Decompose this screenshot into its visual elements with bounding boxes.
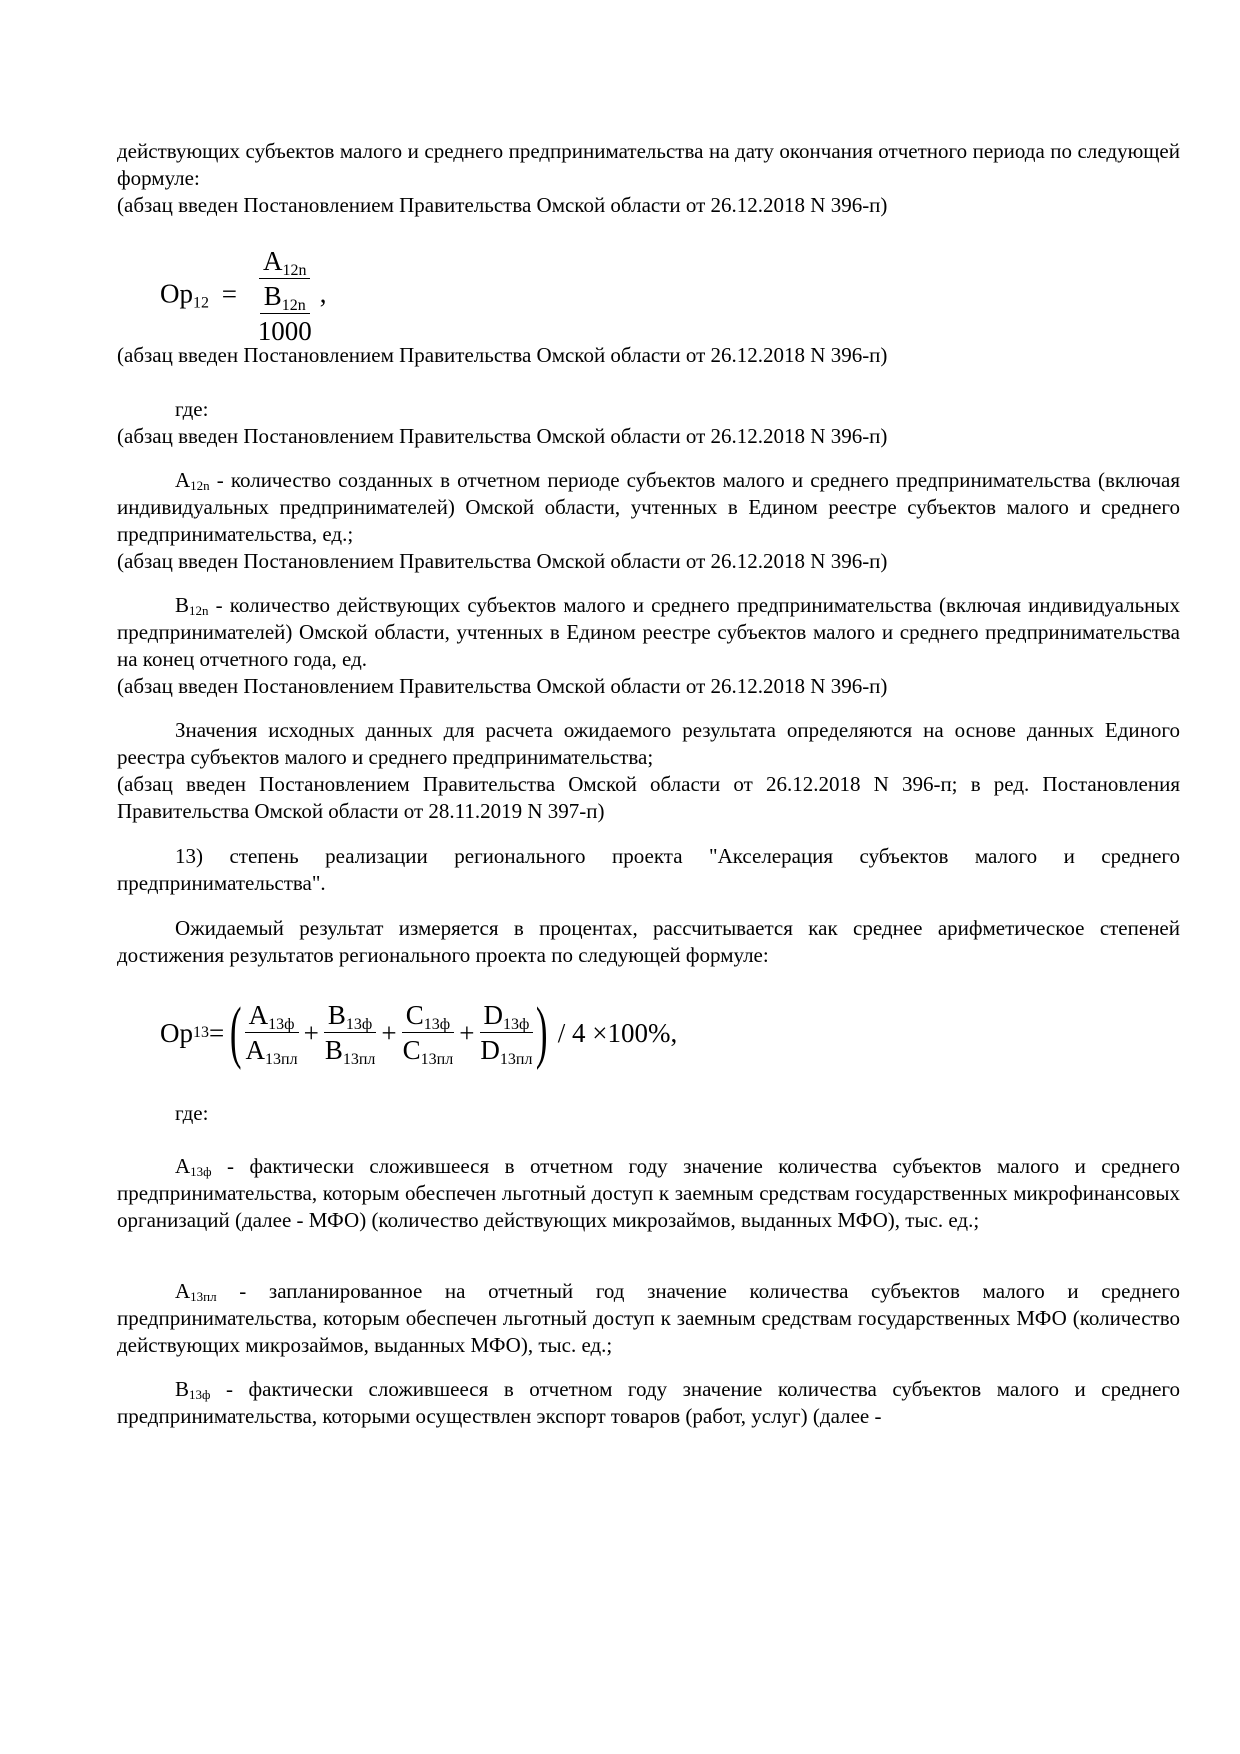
- formula-lhs: Op: [160, 1017, 193, 1048]
- source-note: (абзац введен Постановлением Правительства Омской области от 26.12.2018 N 396-п): [117, 343, 888, 367]
- definition-b13f: $B_{13ф}$ - фактически сложившееся в отчетном году значение количества субъектов малого и среднего предпринимательства, которыми осуществлен экспорт товаров (работ, услуг) (далее -: [117, 1377, 1180, 1428]
- formula-comma: ,: [319, 278, 327, 309]
- left-paren: (: [230, 994, 242, 1071]
- paragraph-expected: Ожидаемый результат измеряется в процентах, рассчитывается как среднее арифметическое степеней достижения результатов регионального проекта по следующей формуле:: [117, 916, 1180, 967]
- fraction-denominator: $A_{13пл}$: [245, 1035, 298, 1068]
- fraction-numerator: $D_{13ф}$: [480, 1002, 534, 1033]
- fraction-term: [399, 1000, 458, 1068]
- right-paren: ): [536, 994, 548, 1071]
- fraction-term: [476, 1000, 536, 1068]
- fraction-denominator: $\frac{B_{12n}}{1000}$: [257, 281, 312, 346]
- fraction-numerator: $B_{13ф}$: [324, 1002, 376, 1033]
- source-note: (абзац введен Постановлением Правительства Омской области от 26.12.2018 N 396-п): [117, 549, 888, 573]
- fraction-term: [321, 1000, 380, 1068]
- formula-op12: [160, 248, 326, 345]
- where-label: где:: [175, 397, 209, 421]
- source-note: (абзац введен Постановлением Правительства Омской области от 26.12.2018 N 396-п): [117, 674, 888, 698]
- equals-sign: =: [209, 1017, 225, 1048]
- formula-op13: Op 13 = ( $\frac{A_{13ф}}{A_{13пл}}$ + $\frac{B_{13ф}}{B_{13пл}}$ + $\frac{C_{13ф}}{C_{13пл}}$ + $\frac{D_{13ф}}{D_{13пл}}$ ) / 4 ×100%,: [160, 994, 678, 1071]
- formula-lhs: Op: [160, 278, 193, 309]
- fraction-numerator: $A_{13ф}$: [245, 1002, 299, 1033]
- definition-a13pl: $A_{13пл}$ - запланированное на отчетный год значение количества субъектов малого и среднего предпринимательства, которым обеспечен льготный доступ к заемным средствам государственных МФО (количество действующих микрозаймов, выданных МФО), тыс. ед.;: [117, 1279, 1180, 1357]
- item-13: 13) степень реализации регионального проекта "Акселерация субъектов малого и среднего предпринимательства".: [117, 844, 1180, 895]
- paragraph-values: Значения исходных данных для расчета ожидаемого результата определяются на основе данных Единого реестра субъектов малого и среднего предпринимательства;: [117, 718, 1180, 769]
- where-label: где:: [175, 1101, 209, 1125]
- fraction-numerator: $A_{12n}$: [259, 248, 311, 279]
- fraction-numerator: $C_{13ф}$: [402, 1002, 454, 1033]
- definition-a12n: $A_{12n}$ - количество созданных в отчетном периоде субъектов малого и среднего предпринимательства (включая индивидуальных предпринимателей) Омской области, учтенных в Едином реестре субъектов малого и среднего предпринимательства, ед.;: [117, 468, 1180, 546]
- plus-sign: +: [381, 1017, 397, 1048]
- source-note: (абзац введен Постановлением Правительства Омской области от 26.12.2018 N 396-п): [117, 193, 888, 217]
- fraction-term: [242, 1000, 302, 1068]
- paragraph-intro: действующих субъектов малого и среднего предпринимательства на дату окончания отчетного периода по следующей формуле:: [117, 139, 1180, 190]
- plus-sign: +: [459, 1017, 475, 1048]
- source-note: (абзац введен Постановлением Правительства Омской области от 26.12.2018 N 396-п): [117, 424, 888, 448]
- formula-lhs-sub: 12: [193, 294, 209, 312]
- definition-b12n: $B_{12n}$ - количество действующих субъектов малого и среднего предпринимательства (включая индивидуальных предпринимателей) Омской области, учтенных в Едином реестре субъектов малого и среднего предпринимательства на конец отчетного года, ед.: [117, 593, 1180, 671]
- fraction-denominator: $B_{13пл}$: [324, 1035, 376, 1068]
- fraction-denominator: $D_{13пл}$: [480, 1035, 533, 1068]
- fraction: [250, 248, 320, 345]
- equals-sign: =: [221, 278, 237, 309]
- definition-a13f: $A_{13ф}$ - фактически сложившееся в отчетном году значение количества субъектов малого и среднего предпринимательства, которым обеспечен льготный доступ к заемным средствам государственных микрофинансовых организаций (далее - МФО) (количество действующих микрозаймов, выданных МФО), тыс. ед.;: [117, 1154, 1180, 1232]
- fraction-denominator: $C_{13пл}$: [402, 1035, 454, 1068]
- formula-tail: / 4 ×100%,: [557, 1017, 678, 1048]
- plus-sign: +: [303, 1017, 319, 1048]
- source-note-amended: (абзац введен Постановлением Правительства Омской области от 26.12.2018 N 396-п; в ред. Постановления Правительства Омской области от 28.11.2019 N 397-п): [117, 772, 1180, 823]
